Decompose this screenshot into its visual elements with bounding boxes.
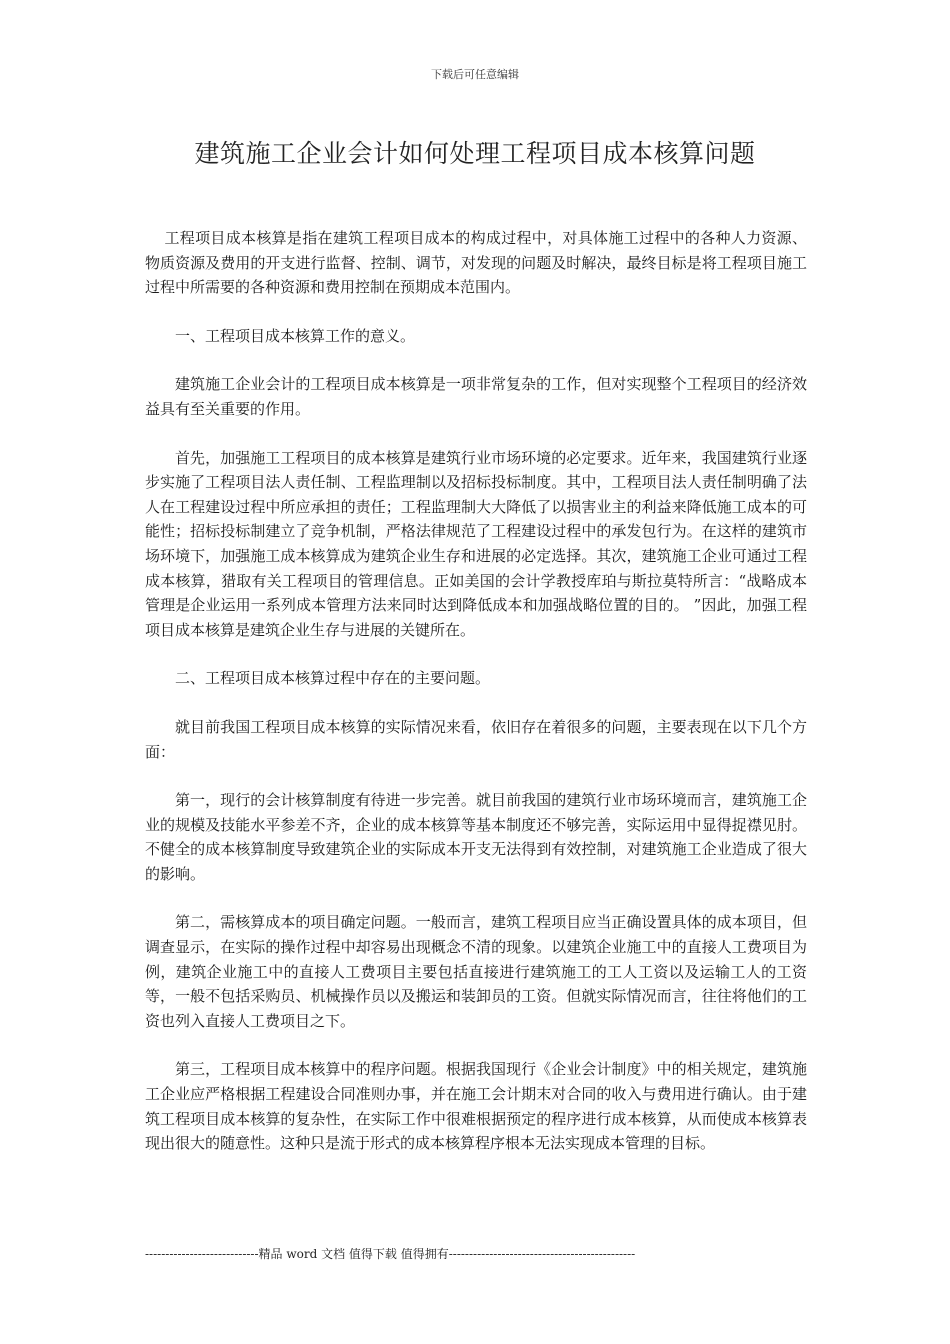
document-body	[145, 226, 807, 1156]
paragraph: 就目前我国工程项目成本核算的实际情况来看，依旧存在着很多的问题，主要表现在以下几个方面：	[145, 717, 807, 761]
section-heading-2: 二、工程项目成本核算过程中存在的主要问题。	[175, 669, 491, 688]
intro-paragraph: 工程项目成本核算是指在建筑工程项目成本的构成过程中，对具体施工过程中的各种人力资源、物质资源及费用的开支进行监督、控制、调节，对发现的问题及时解决，最终目标是将工程项目施工过程中所需要的各种资源和费用控制在预期成本范围内。	[145, 229, 807, 297]
document-title: 建筑施工企业会计如何处理工程项目成本核算问题	[194, 139, 756, 168]
section-heading-1: 一、工程项目成本核算工作的意义。	[175, 326, 416, 345]
paragraph: 建筑施工企业会计的工程项目成本核算是一项非常复杂的工作，但对实现整个工程项目的经济效益具有至关重要的作用。	[145, 375, 807, 418]
paragraph: 第二，需核算成本的项目确定问题。一般而言，建筑工程项目应当正确设置具体的成本项目，但调查显示，在实际的操作过程中却容易出现概念不清的现象。以建筑企业施工中的直接人工费项目为例，建筑企业施工中的直接人工费项目主要包括直接进行建筑施工的工人工资以及运输工人的工资等，一般不包括采购员、机械操作员以及搬运和装卸员的工资。但就实际情况而言，往往将他们的工资也列入直接人工费项目之下。	[145, 913, 807, 1030]
paragraph: 第三，工程项目成本核算中的程序问题。根据我国现行《企业会计制度》中的相关规定，建筑施工企业应严格根据工程建设合同准则办事，并在施工会计期末对合同的收入与费用进行确认。由于建筑工程项目成本核算的复杂性，在实际工作中很难根据预定的程序进行成本核算，从而使成本核算表现出很大的随意性。这种只是流于形式的成本核算程序根本无法实现成本管理的目标。	[145, 1060, 807, 1153]
page-footer: ----------------------------精品 word 文档 值得下载 值得拥有----------------------------------------------	[145, 1247, 636, 1261]
header-note: 下载后可任意编辑	[431, 68, 519, 81]
paragraph: 首先，加强施工工程项目的成本核算是建筑行业市场环境的必定要求。近年来，我国建筑行业逐步实施了工程项目法人责任制、工程监理制以及招标投标制度。其中，工程项目法人责任制明确了法人在工程建设过程中所应承担的责任；工程监理制大大降低了以损害业主的利益来降低施工成本的可能性；招标投标制建立了竞争机制，严格法律规范了工程建设过程中的承发包行为。在这样的建筑市场环境下，加强施工成本核算成为建筑企业生存和进展的必定选择。其次，建筑施工企业可通过工程成本核算，猎取有关工程项目的管理信息。正如美国的会计学教授库珀与斯拉莫特所言：“战略成本管理是企业运用一系列成本管理方法来同时达到降低成本和加强战略位置的目的。 ”因此，加强工程项目成本核算是建筑企业生存与进展的关键所在。	[145, 448, 807, 639]
paragraph: 第一，现行的会计核算制度有待进一步完善。就目前我国的建筑行业市场环境而言，建筑施工企业的规模及技能水平参差不齐，企业的成本核算等基本制度还不够完善，实际运用中显得捉襟见肘。不健全的成本核算制度导致建筑企业的实际成本开支无法得到有效控制，对建筑施工企业造成了很大的影响。	[145, 791, 807, 883]
